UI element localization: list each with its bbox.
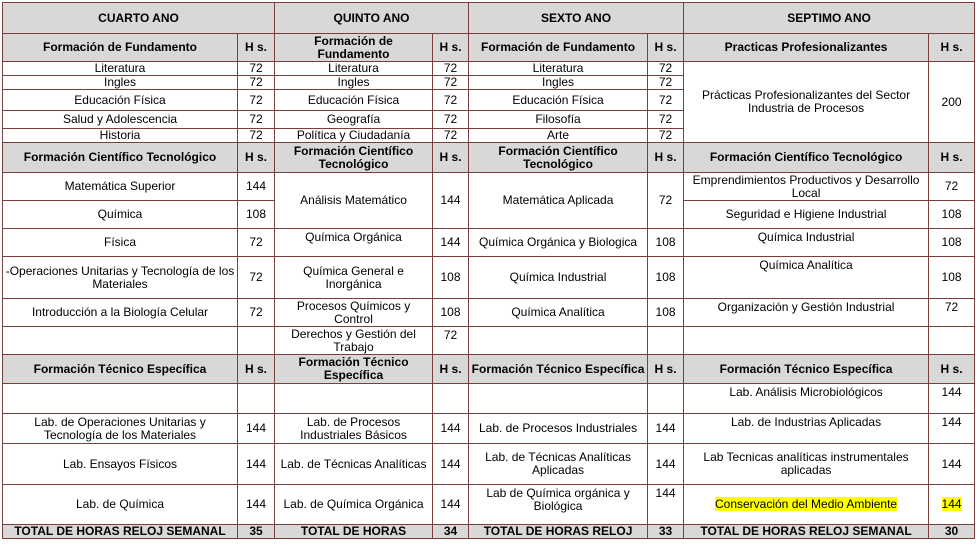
hours-cell: 144 [433, 229, 469, 257]
hours-cell: 144 [433, 444, 469, 485]
subject-cell: Seguridad e Higiene Industrial [684, 201, 929, 229]
subject-cell: Ingles [3, 76, 238, 90]
subject-cell: Literatura [275, 62, 433, 76]
subject-cell: Química [3, 201, 238, 229]
subject-cell: Química General e Inorgánica [275, 257, 433, 299]
subject-cell: Geografía [275, 111, 433, 129]
hours-cell: 108 [648, 299, 684, 327]
hours-cell: 72 [929, 173, 975, 201]
empty-cell [469, 384, 648, 414]
subject-cell: Lab. de Procesos Industriales Básicos [275, 414, 433, 444]
hours-cell: 144 [648, 414, 684, 444]
totals-row [3, 525, 975, 539]
empty-cell [238, 384, 275, 414]
hours-cell: 72 [433, 62, 469, 76]
hours-cell: 144 [238, 444, 275, 485]
highlighted-text: Conservación del Medio Ambiente [714, 497, 898, 511]
subject-cell: Química Orgánica [275, 229, 433, 257]
cientifico-header-sexto: Formación Científico Tecnológico [469, 143, 648, 173]
hours-cell: 108 [433, 257, 469, 299]
hs-header: H s. [648, 34, 684, 62]
subject-cell: Educación Física [275, 90, 433, 111]
cientifico-header-cuarto: Formación Científico Tecnológico [3, 143, 238, 173]
subject-cell: -Operaciones Unitarias y Tecnología de los Materiales [3, 257, 238, 299]
section-header-cientifico [3, 143, 975, 173]
tecnico-header-septimo: Formación Técnico Específica [684, 355, 929, 384]
fundamento-header-quinto: Formación de Fundamento [275, 34, 433, 62]
tecnico-header-sexto: Formación Técnico Específica [469, 355, 648, 384]
year-header-sexto: SEXTO ANO [469, 3, 684, 34]
hours-cell: 72 [433, 90, 469, 111]
hs-header: H s. [648, 143, 684, 173]
subject-cell: Lab. de Química [3, 485, 238, 525]
table-row [3, 257, 975, 299]
subject-cell: Química Orgánica y Biologica [469, 229, 648, 257]
hours-cell: 72 [238, 299, 275, 327]
empty-cell [469, 327, 648, 355]
subject-cell: Lab. de Operaciones Unitarias y Tecnología de los Materiales [3, 414, 238, 444]
subject-cell: Química Analítica [684, 257, 929, 299]
hours-cell: 144 [648, 444, 684, 485]
year-header-septimo: SEPTIMO ANO [684, 3, 975, 34]
subject-cell: Política y Ciudadanía [275, 129, 433, 143]
hours-cell: 144 [238, 173, 275, 201]
subject-cell: Análisis Matemático [275, 173, 433, 229]
hours-cell-highlighted [929, 485, 975, 525]
subject-cell: Física [3, 229, 238, 257]
hours-cell: 108 [238, 201, 275, 229]
hs-header: H s. [929, 355, 975, 384]
hs-header: H s. [433, 143, 469, 173]
hours-cell: 108 [929, 229, 975, 257]
subject-cell: Literatura [469, 62, 648, 76]
subject-cell: Matemática Aplicada [469, 173, 648, 229]
table-row [3, 62, 975, 76]
total-label-septimo: TOTAL DE HORAS RELOJ SEMANAL [684, 525, 929, 539]
hours-cell: 108 [929, 201, 975, 229]
hours-cell: 144 [433, 173, 469, 229]
subject-cell: Procesos Químicos y Control [275, 299, 433, 327]
hours-cell: 144 [929, 414, 975, 444]
year-header-cuarto: CUARTO ANO [3, 3, 275, 34]
fundamento-header-sexto: Formación de Fundamento [469, 34, 648, 62]
empty-cell [275, 384, 433, 414]
table-row [3, 384, 975, 414]
subject-cell: Arte [469, 129, 648, 143]
hours-cell: 72 [433, 327, 469, 355]
hours-cell: 72 [238, 229, 275, 257]
hs-header: H s. [238, 355, 275, 384]
hs-header: H s. [929, 34, 975, 62]
hours-cell: 108 [648, 257, 684, 299]
hours-cell: 72 [433, 111, 469, 129]
practicas-hours: 200 [929, 62, 975, 143]
hs-header: H s. [648, 355, 684, 384]
tecnico-header-cuarto: Formación Técnico Específica [3, 355, 238, 384]
hours-cell: 108 [648, 229, 684, 257]
subject-cell: Lab Tecnicas analíticas instrumentales aplicadas [684, 444, 929, 485]
table-row [3, 485, 975, 525]
hours-cell: 72 [648, 76, 684, 90]
fundamento-header-cuarto: Formación de Fundamento [3, 34, 238, 62]
hs-header: H s. [238, 34, 275, 62]
hs-header: H s. [238, 143, 275, 173]
subject-cell: Literatura [3, 62, 238, 76]
hours-cell: 72 [238, 129, 275, 143]
section-header-fundamento [3, 34, 975, 62]
subject-cell: Química Industrial [684, 229, 929, 257]
subject-cell: Derechos y Gestión del Trabajo [275, 327, 433, 355]
subject-cell: Historia [3, 129, 238, 143]
hs-header: H s. [929, 143, 975, 173]
total-value-sexto: 33 [648, 525, 684, 539]
hours-cell: 144 [433, 414, 469, 444]
hours-cell: 144 [238, 485, 275, 525]
subject-cell: Lab. de Industrias Aplicadas [684, 414, 929, 444]
hours-cell: 72 [433, 76, 469, 90]
subject-cell: Ingles [275, 76, 433, 90]
table-row [3, 327, 975, 355]
subject-cell: Matemática Superior [3, 173, 238, 201]
hours-cell: 72 [929, 299, 975, 327]
empty-cell [684, 327, 929, 355]
highlighted-hours: 144 [941, 497, 962, 511]
subject-cell: Lab. Ensayos Físicos [3, 444, 238, 485]
subject-cell: Química Industrial [469, 257, 648, 299]
total-label-quinto: TOTAL DE HORAS [275, 525, 433, 539]
hours-cell: 72 [238, 90, 275, 111]
subject-cell: Introducción a la Biología Celular [3, 299, 238, 327]
hours-cell: 108 [433, 299, 469, 327]
total-value-cuarto: 35 [238, 525, 275, 539]
empty-cell [433, 384, 469, 414]
hours-cell: 72 [433, 129, 469, 143]
hours-cell: 108 [929, 257, 975, 299]
curriculum-table [2, 2, 975, 539]
hs-header: H s. [433, 34, 469, 62]
section-header-tecnico [3, 355, 975, 384]
hours-cell: 72 [238, 76, 275, 90]
hs-header: H s. [433, 355, 469, 384]
hours-cell: 144 [433, 485, 469, 525]
empty-cell [929, 327, 975, 355]
total-label-sexto: TOTAL DE HORAS RELOJ [469, 525, 648, 539]
hours-cell: 72 [648, 90, 684, 111]
subject-cell: Lab. de Técnicas Analíticas Aplicadas [469, 444, 648, 485]
subject-cell: Filosofía [469, 111, 648, 129]
empty-cell [3, 384, 238, 414]
table-row [3, 414, 975, 444]
subject-cell: Salud y Adolescencia [3, 111, 238, 129]
subject-cell: Organización y Gestión Industrial [684, 299, 929, 327]
subject-cell: Lab de Química orgánica y Biológica [469, 485, 648, 525]
hours-cell: 144 [648, 485, 684, 525]
empty-cell [648, 327, 684, 355]
empty-cell [648, 384, 684, 414]
hours-cell: 144 [929, 444, 975, 485]
hours-cell: 72 [648, 129, 684, 143]
year-header-row [3, 3, 975, 34]
practicas-item: Prácticas Profesionalizantes del Sector Industria de Procesos [684, 62, 929, 143]
practicas-header-septimo: Practicas Profesionalizantes [684, 34, 929, 62]
hours-cell: 72 [648, 111, 684, 129]
subject-cell: Química Analítica [469, 299, 648, 327]
total-label-cuarto: TOTAL DE HORAS RELOJ SEMANAL [3, 525, 238, 539]
hours-cell: 72 [238, 111, 275, 129]
table-row [3, 444, 975, 485]
subject-cell: Ingles [469, 76, 648, 90]
tecnico-header-quinto: Formación Técnico Específica [275, 355, 433, 384]
hours-cell: 72 [238, 257, 275, 299]
subject-cell: Educación Física [3, 90, 238, 111]
subject-cell: Educación Física [469, 90, 648, 111]
hours-cell: 72 [648, 173, 684, 229]
table-row [3, 173, 975, 201]
hours-cell: 72 [648, 62, 684, 76]
subject-cell: Lab. de Química Orgánica [275, 485, 433, 525]
subject-cell: Lab. de Procesos Industriales [469, 414, 648, 444]
hours-cell: 144 [929, 384, 975, 414]
table-row [3, 299, 975, 327]
subject-cell: Lab. Análisis Microbiológicos [684, 384, 929, 414]
total-value-quinto: 34 [433, 525, 469, 539]
cientifico-header-septimo: Formación Científico Tecnológico [684, 143, 929, 173]
cientifico-header-quinto: Formación Científico Tecnológico [275, 143, 433, 173]
subject-cell: Lab. de Técnicas Analíticas [275, 444, 433, 485]
hours-cell: 144 [238, 414, 275, 444]
hours-cell: 72 [238, 62, 275, 76]
subject-cell-highlighted [684, 485, 929, 525]
subject-cell: Emprendimientos Productivos y Desarrollo Local [684, 173, 929, 201]
total-value-septimo: 30 [929, 525, 975, 539]
year-header-quinto: QUINTO ANO [275, 3, 469, 34]
table-row [3, 229, 975, 257]
empty-cell [3, 327, 238, 355]
empty-cell [238, 327, 275, 355]
